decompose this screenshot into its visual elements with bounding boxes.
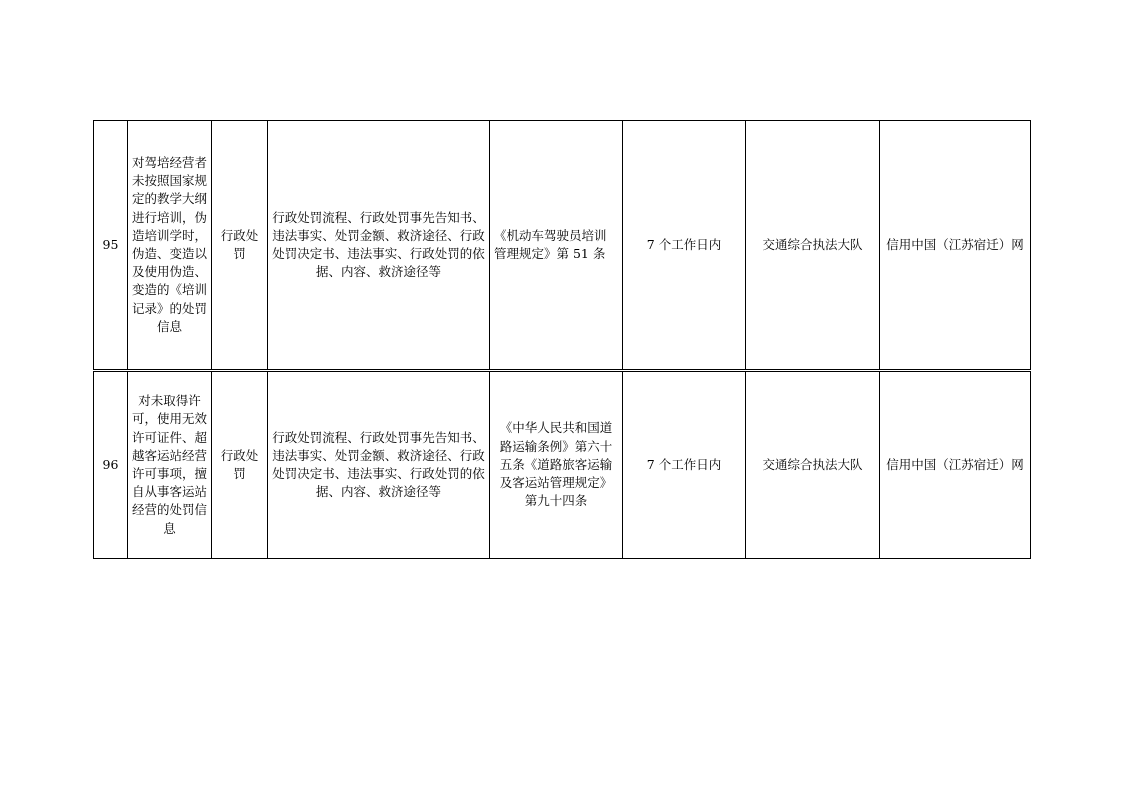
row-number: 95	[94, 121, 128, 371]
disclosure-channel: 信用中国（江苏宿迁）网	[880, 371, 1031, 559]
item-name: 对驾培经营者未按照国家规定的教学大纲进行培训，伪造培训学时，伪造、变造以及使用伪造、变造的《培训记录》的处罚信息	[128, 121, 212, 371]
item-category: 行政处罚	[212, 371, 268, 559]
responsible-department: 交通综合执法大队	[746, 121, 880, 371]
legal-basis: 《机动车驾驶员培训管理规定》第 51 条	[490, 121, 623, 371]
table-row	[94, 371, 1031, 559]
legal-basis: 《中华人民共和国道路运输条例》第六十五条《道路旅客运输及客运站管理规定》第九十四条	[490, 371, 623, 559]
row-number: 96	[94, 371, 128, 559]
disclosure-channel: 信用中国（江苏宿迁）网	[880, 121, 1031, 371]
table-row	[94, 121, 1031, 371]
responsible-department: 交通综合执法大队	[746, 371, 880, 559]
disclosure-content: 行政处罚流程、行政处罚事先告知书、违法事实、处罚金额、救济途径、行政处罚决定书、违法事实、行政处罚的依据、内容、救济途径等	[268, 371, 490, 559]
item-name: 对未取得许可，使用无效许可证件、超越客运站经营许可事项，擅自从事客运站经营的处罚信息	[128, 371, 212, 559]
time-limit: 7 个工作日内	[623, 371, 746, 559]
disclosure-content: 行政处罚流程、行政处罚事先告知书、违法事实、处罚金额、救济途径、行政处罚决定书、违法事实、行政处罚的依据、内容、救济途径等	[268, 121, 490, 371]
time-limit: 7 个工作日内	[623, 121, 746, 371]
item-category: 行政处罚	[212, 121, 268, 371]
disclosure-table	[93, 120, 1031, 559]
